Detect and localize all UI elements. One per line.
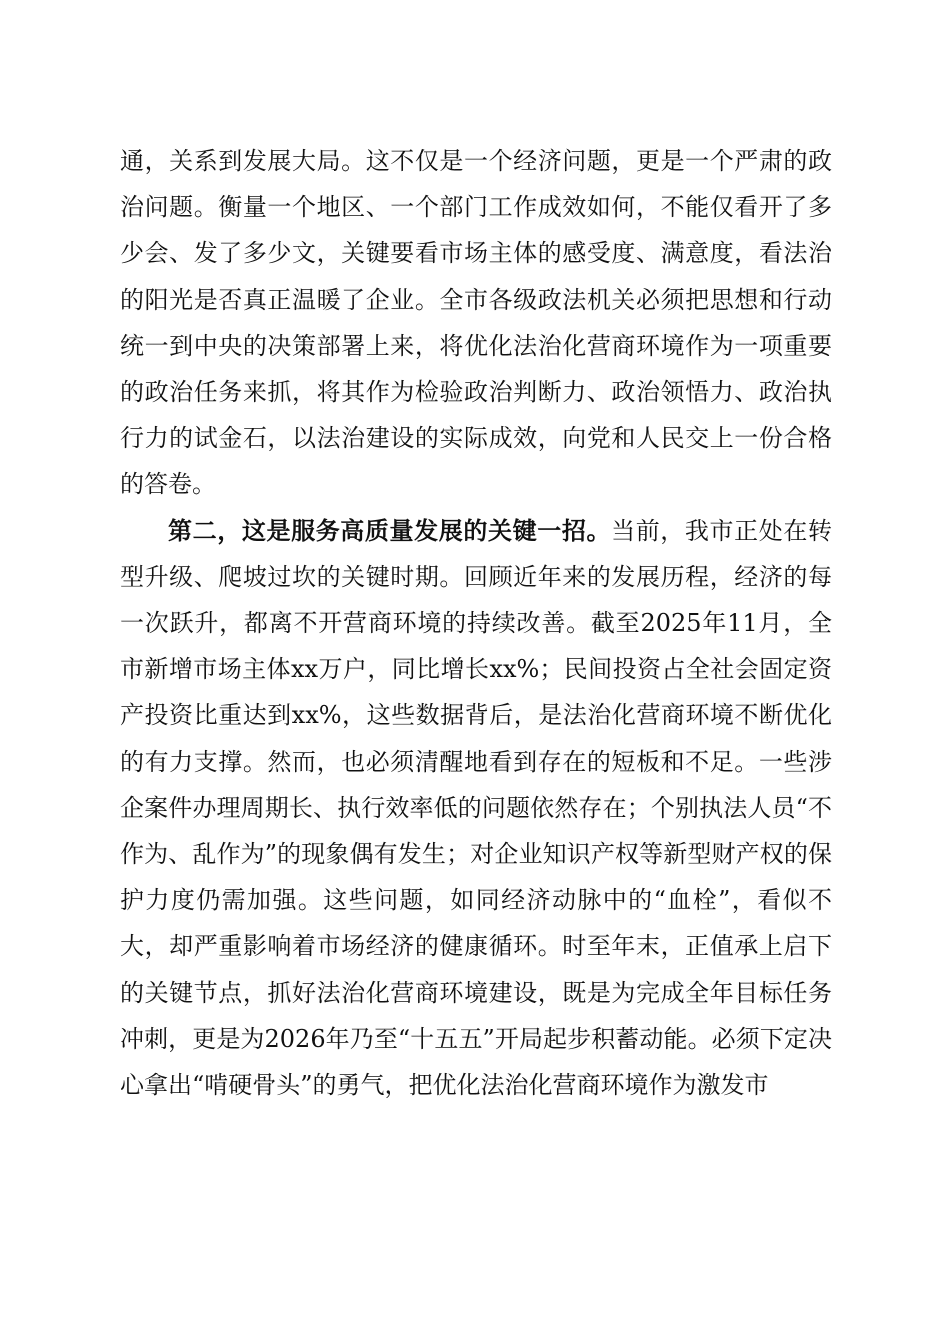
paragraph-body: 当前，我市正处在转型升级、爬坡过坎的关键时期。回顾近年来的发展历程，经济的每一次跃升，都离不开营商环境的持续改善。截至2025年11月，全市新增市场主体xx万户，同比增长xx%；民间投资占全社会固定资产投资比重达到xx%，这些数据背后，是法治化营商环境不断优化的有力支撑。然而，也必须清醒地看到存在的短板和不足。一些涉企案件办理周期长、执行效率低的问题依然存在；个别执法人员“不作为、乱作为”的现象偶有发生；对企业知识产权等新型财产权的保护力度仍需加强。这些问题，如同经济动脉中的“血栓”，看似不大，却严重影响着市场经济的健康循环。时至年末，正值承上启下的关键节点，抓好法治化营商环境建设，既是为完成全年目标任务冲刺，更是为2026年乃至“十五五”开局起步积蓄动能。必须下定决心拿出“啃硬骨头”的勇气，把优化法治化营商环境作为激发市	[120, 516, 833, 1100]
paragraph-lead-sentence: 第二，这是服务高质量发展的关键一招。	[168, 515, 612, 545]
paragraph-second-point	[120, 508, 832, 1109]
body-text	[120, 138, 832, 1108]
paragraph-continued: 通，关系到发展大局。这不仅是一个经济问题，更是一个严肃的政治问题。衡量一个地区、一个部门工作成效如何，不能仅看开了多少会、发了多少文，关键要看市场主体的感受度、满意度，看法治的阳光是否真正温暖了企业。全市各级政法机关必须把思想和行动统一到中央的决策部署上来，将优化法治化营商环境作为一项重要的政治任务来抓，将其作为检验政治判断力、政治领悟力、政治执行力的试金石，以法治建设的实际成效，向党和人民交上一份合格的答卷。	[120, 147, 832, 499]
